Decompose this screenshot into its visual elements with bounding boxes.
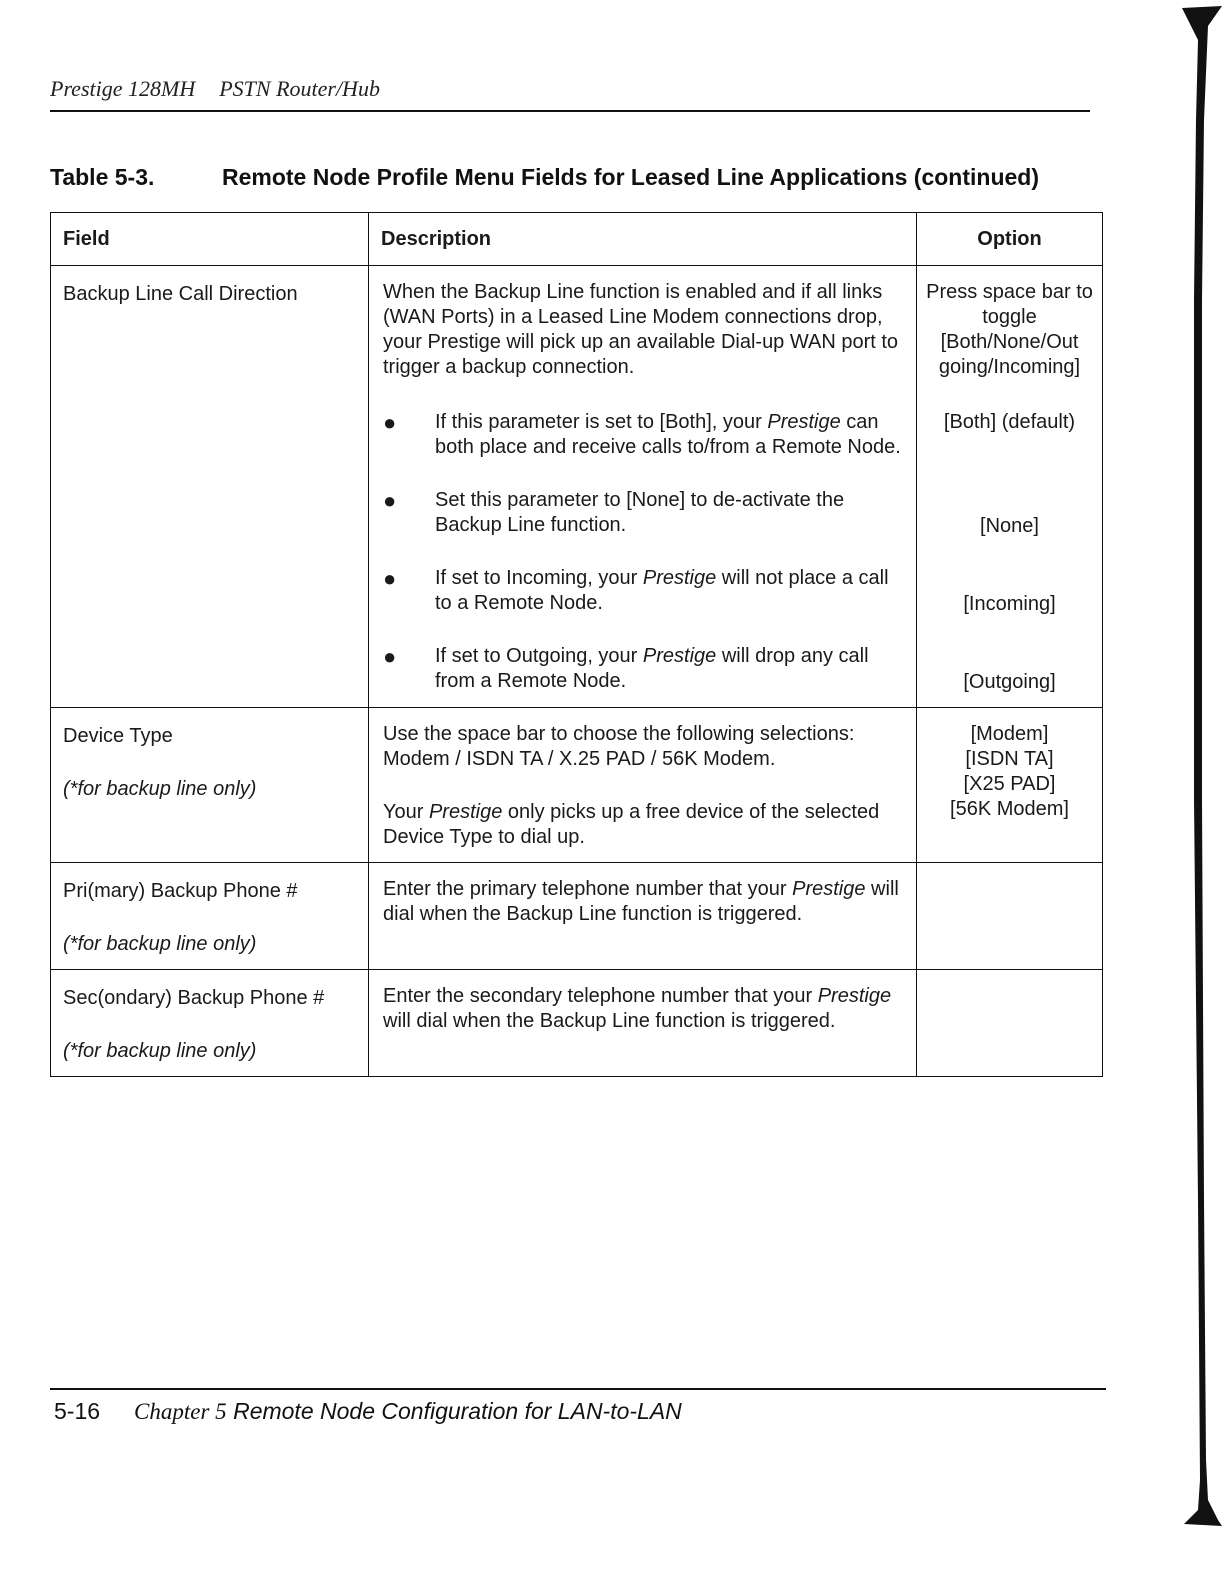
field-name: Sec(ondary) Backup Phone # bbox=[63, 987, 325, 1009]
field-note: (*for backup line only) bbox=[63, 778, 257, 800]
option-text: [X25 PAD] bbox=[963, 773, 1056, 795]
header-rule bbox=[50, 110, 1090, 112]
page-footer bbox=[54, 1398, 682, 1425]
table-title: Remote Node Profile Menu Fields for Leased Line Applications (continued) bbox=[222, 164, 1040, 190]
option-text: [56K Modem] bbox=[950, 798, 1069, 820]
scan-binding-edge bbox=[1164, 0, 1224, 1584]
column-header-description: Description bbox=[369, 213, 917, 266]
header-product: PSTN Router/Hub bbox=[219, 76, 380, 101]
option-cell bbox=[917, 708, 1103, 863]
table-row bbox=[51, 863, 1103, 970]
option-cell bbox=[917, 970, 1103, 1077]
field-cell bbox=[51, 708, 369, 863]
description-text: Enter the primary telephone number that your Prestige will dial when the Backup Line function is triggered. bbox=[383, 878, 899, 925]
footer-rule bbox=[50, 1388, 1106, 1390]
table-row bbox=[51, 266, 1103, 708]
description-cell bbox=[369, 970, 917, 1077]
running-header bbox=[50, 76, 380, 102]
table-caption bbox=[50, 164, 1039, 191]
bullet-text: If set to Incoming, your Prestige will not place a call to a Remote Node. bbox=[435, 567, 889, 614]
field-cell bbox=[51, 266, 369, 708]
field-name: Backup Line Call Direction bbox=[63, 283, 298, 305]
bullet-item bbox=[383, 410, 904, 460]
chapter-title: Remote Node Configuration for LAN-to-LAN bbox=[233, 1398, 682, 1424]
option-text: [None] bbox=[980, 515, 1039, 537]
field-cell bbox=[51, 970, 369, 1077]
table-number: Table 5-3. bbox=[50, 164, 155, 190]
field-table bbox=[50, 212, 1103, 1077]
option-text: [ISDN TA] bbox=[965, 748, 1054, 770]
description-cell bbox=[369, 863, 917, 970]
description-text: Your Prestige only picks up a free device of the selected Device Type to dial up. bbox=[383, 801, 880, 848]
table-row bbox=[51, 708, 1103, 863]
option-text: Press space bar to toggle [Both/None/Out going/Incoming] bbox=[926, 281, 1093, 378]
option-text: [Incoming] bbox=[963, 593, 1056, 615]
description-text: Enter the secondary telephone number that your Prestige will dial when the Backup Line function is triggered. bbox=[383, 985, 892, 1032]
column-header-option: Option bbox=[917, 213, 1103, 266]
bullet-text: If set to Outgoing, your Prestige will drop any call from a Remote Node. bbox=[435, 645, 869, 692]
bullet-icon: ● bbox=[383, 410, 397, 435]
bullet-item bbox=[383, 488, 904, 538]
description-text: Use the space bar to choose the following selections: Modem / ISDN TA / X.25 PAD / 56K Modem. bbox=[383, 723, 855, 770]
bullet-icon: ● bbox=[383, 488, 397, 513]
option-text: [Modem] bbox=[970, 723, 1049, 745]
description-cell bbox=[369, 266, 917, 708]
option-cell bbox=[917, 266, 1103, 708]
description-cell bbox=[369, 708, 917, 863]
option-text: [Outgoing] bbox=[963, 671, 1056, 693]
table-header-row bbox=[51, 213, 1103, 266]
page-number: 5-16 bbox=[54, 1398, 101, 1424]
field-note: (*for backup line only) bbox=[63, 933, 257, 955]
field-note: (*for backup line only) bbox=[63, 1040, 257, 1062]
option-text: [Both] (default) bbox=[943, 411, 1076, 433]
bullet-item bbox=[383, 566, 904, 616]
field-name: Device Type bbox=[63, 725, 173, 747]
bullet-text: If this parameter is set to [Both], your Prestige can both place and receive calls to/from a Remote Node. bbox=[435, 411, 901, 458]
chapter-label: Chapter 5 bbox=[134, 1399, 227, 1424]
description-intro: When the Backup Line function is enabled and if all links (WAN Ports) in a Leased Line Modem connections drop, your Prestige will pick up an available Dial-up WAN port to trigger a backup connection. bbox=[383, 281, 899, 378]
bullet-icon: ● bbox=[383, 566, 397, 591]
header-model: Prestige 128MH bbox=[50, 76, 196, 101]
bullet-item bbox=[383, 644, 904, 694]
bullet-icon: ● bbox=[383, 644, 397, 669]
option-cell bbox=[917, 863, 1103, 970]
bullet-text: Set this parameter to [None] to de-activate the Backup Line function. bbox=[435, 489, 845, 536]
table-row bbox=[51, 970, 1103, 1077]
field-cell bbox=[51, 863, 369, 970]
field-name: Pri(mary) Backup Phone # bbox=[63, 880, 298, 902]
column-header-field: Field bbox=[51, 213, 369, 266]
